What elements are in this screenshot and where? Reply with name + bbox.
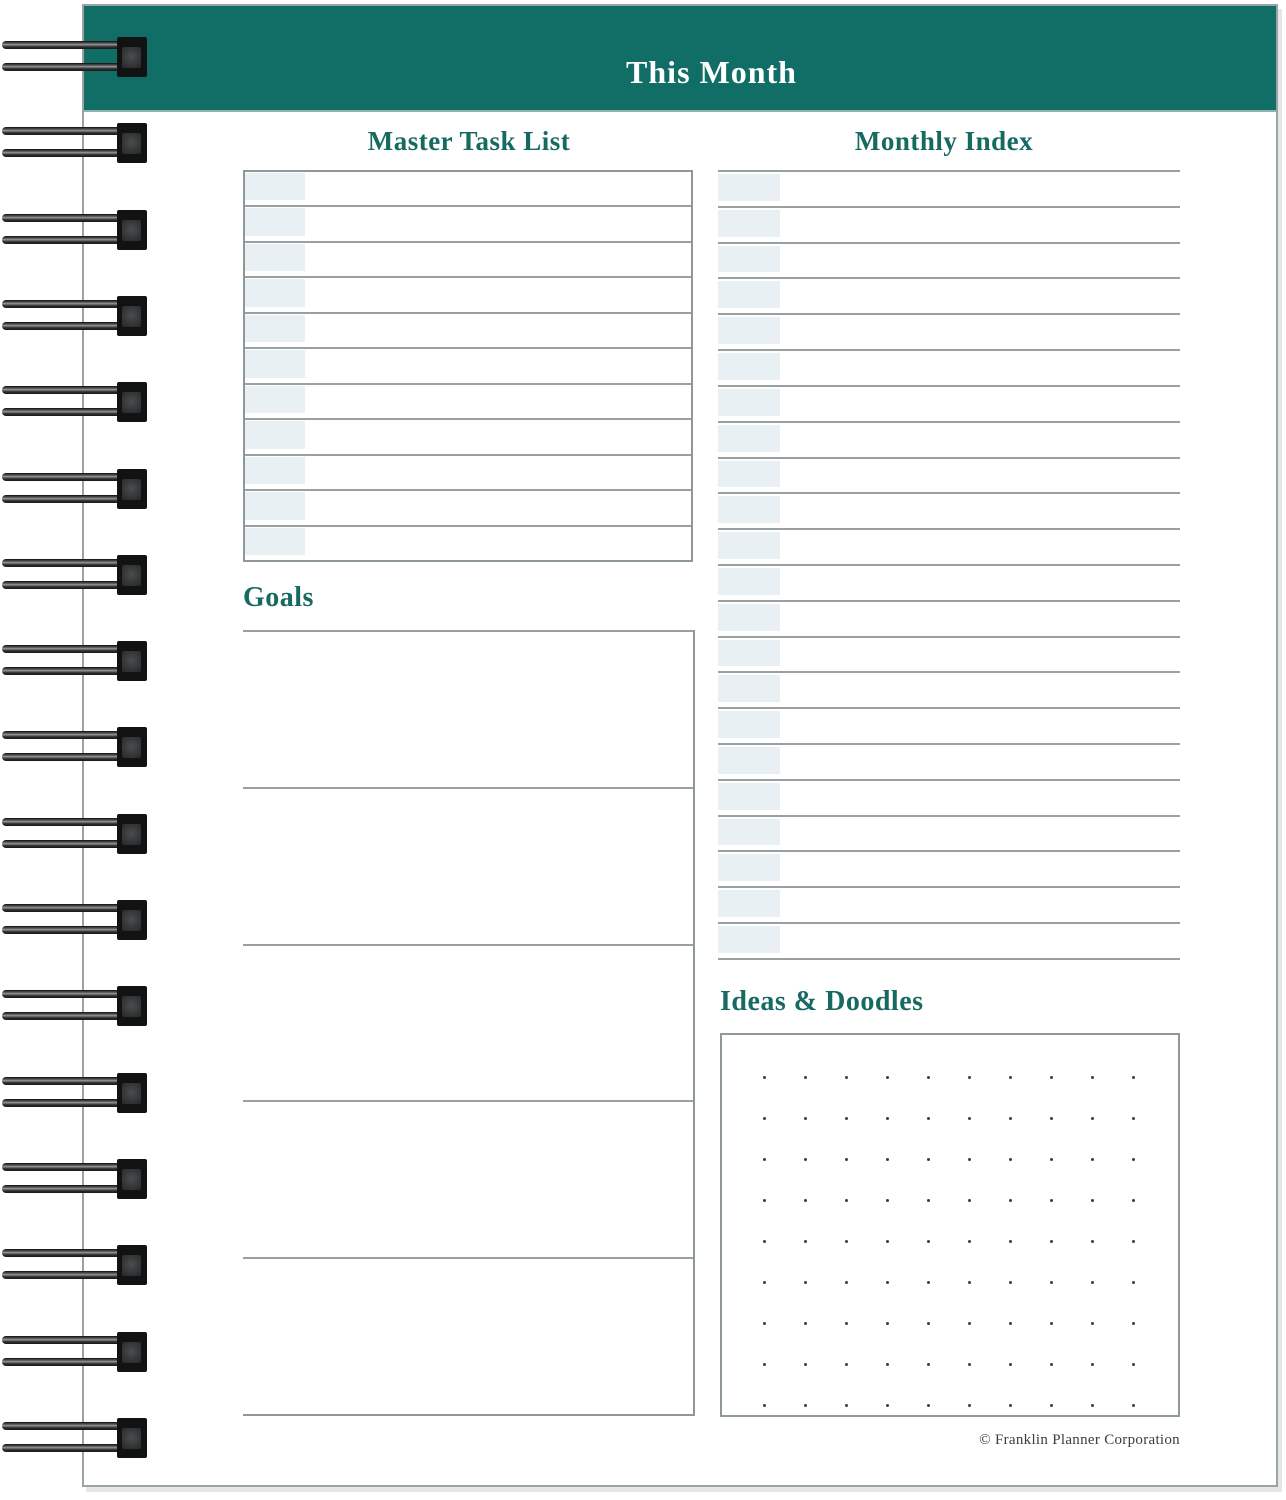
- master-task-row: [245, 491, 691, 526]
- coil-bend: [117, 123, 147, 163]
- grid-dot: [968, 1158, 971, 1161]
- grid-dot: [763, 1363, 766, 1366]
- coil-bend: [117, 986, 147, 1026]
- coil-bend-highlight: [122, 1428, 141, 1449]
- grid-dot: [927, 1076, 930, 1079]
- coil-bend: [117, 727, 147, 767]
- grid-dot: [845, 1363, 848, 1366]
- coil-bend: [117, 1245, 147, 1285]
- monthly-index-row: [718, 313, 1180, 349]
- goals-title: Goals: [243, 582, 314, 613]
- monthly-index-row: [718, 815, 1180, 851]
- grid-dot: [1050, 1158, 1053, 1161]
- grid-dot: [968, 1281, 971, 1284]
- coil-bend-highlight: [122, 1255, 141, 1276]
- coil-bend: [117, 296, 147, 336]
- grid-dot: [804, 1322, 807, 1325]
- monthly-index-row-label-cell: [718, 675, 780, 702]
- grid-dot: [927, 1117, 930, 1120]
- grid-dot: [968, 1363, 971, 1366]
- coil-bend-highlight: [122, 306, 141, 327]
- master-task-row: [245, 207, 691, 242]
- master-task-row: [245, 278, 691, 313]
- grid-dot: [1050, 1322, 1053, 1325]
- grid-dot: [1091, 1363, 1094, 1366]
- grid-dot: [1132, 1076, 1135, 1079]
- master-task-list-table: [243, 170, 693, 562]
- coil-bend-highlight: [122, 737, 141, 758]
- coil-bend: [117, 1332, 147, 1372]
- grid-dot: [763, 1240, 766, 1243]
- grid-dot: [927, 1363, 930, 1366]
- grid-dot: [845, 1076, 848, 1079]
- grid-dot: [1050, 1281, 1053, 1284]
- goals-row: [243, 789, 693, 946]
- monthly-index-row: [718, 922, 1180, 958]
- grid-dot: [1132, 1117, 1135, 1120]
- binding-coil: [0, 37, 148, 77]
- grid-dot: [804, 1281, 807, 1284]
- grid-dot: [1050, 1199, 1053, 1202]
- coil-bend: [117, 1073, 147, 1113]
- binding-coil: [0, 1418, 148, 1458]
- monthly-index-row-label-cell: [718, 317, 780, 344]
- monthly-index-row-label-cell: [718, 604, 780, 631]
- monthly-index-row-label-cell: [718, 246, 780, 273]
- master-task-row-label-cell: [245, 386, 305, 413]
- grid-dot: [968, 1199, 971, 1202]
- monthly-index-row-label-cell: [718, 640, 780, 667]
- monthly-index-row: [718, 421, 1180, 457]
- grid-dot: [1050, 1363, 1053, 1366]
- coil-bend-highlight: [122, 133, 141, 154]
- coil-bend: [117, 210, 147, 250]
- master-task-row-label-cell: [245, 350, 305, 377]
- grid-dot: [845, 1240, 848, 1243]
- monthly-index-row-label-cell: [718, 461, 780, 488]
- grid-dot: [1009, 1117, 1012, 1120]
- binding-coil: [0, 469, 148, 509]
- grid-dot: [1132, 1363, 1135, 1366]
- planner-page: [82, 4, 1278, 1487]
- monthly-index-row: [718, 170, 1180, 206]
- coil-bend-highlight: [122, 392, 141, 413]
- grid-dot: [804, 1240, 807, 1243]
- monthly-index-row-label-cell: [718, 389, 780, 416]
- monthly-index-row: [718, 600, 1180, 636]
- grid-dot: [886, 1281, 889, 1284]
- monthly-index-row: [718, 457, 1180, 493]
- grid-dot: [845, 1158, 848, 1161]
- grid-dot: [886, 1199, 889, 1202]
- grid-dot: [845, 1281, 848, 1284]
- grid-dot: [845, 1199, 848, 1202]
- master-task-row-label-cell: [245, 279, 305, 306]
- monthly-index-row-label-cell: [718, 281, 780, 308]
- ideas-doodles-dot-grid: [720, 1033, 1180, 1417]
- master-task-row-label-cell: [245, 173, 305, 200]
- goals-row: [243, 946, 693, 1103]
- binding-coil: [0, 296, 148, 336]
- grid-dot: [845, 1404, 848, 1407]
- coil-bend-highlight: [122, 47, 141, 68]
- coil-bend-highlight: [122, 479, 141, 500]
- grid-dot: [804, 1117, 807, 1120]
- grid-dot: [1132, 1158, 1135, 1161]
- grid-dot: [1009, 1076, 1012, 1079]
- master-task-row: [245, 385, 691, 420]
- binding-coil: [0, 1159, 148, 1199]
- binding-coil: [0, 382, 148, 422]
- monthly-index-row-label-cell: [718, 353, 780, 380]
- master-task-row-label-cell: [245, 208, 305, 235]
- goals-row: [243, 1259, 693, 1414]
- monthly-index-row-label-cell: [718, 210, 780, 237]
- grid-dot: [763, 1158, 766, 1161]
- monthly-index-row-label-cell: [718, 174, 780, 201]
- ideas-doodles-title: Ideas & Doodles: [720, 986, 924, 1017]
- grid-dot: [845, 1322, 848, 1325]
- grid-dot: [886, 1117, 889, 1120]
- grid-dot: [845, 1117, 848, 1120]
- coil-bend: [117, 382, 147, 422]
- grid-dot: [763, 1322, 766, 1325]
- coil-bend-highlight: [122, 220, 141, 241]
- grid-dot: [927, 1322, 930, 1325]
- coil-bend: [117, 469, 147, 509]
- binding-coil: [0, 814, 148, 854]
- grid-dot: [1050, 1117, 1053, 1120]
- master-task-row-label-cell: [245, 457, 305, 484]
- monthly-index-title: Monthly Index: [854, 126, 1034, 156]
- coil-bend-highlight: [122, 910, 141, 931]
- coil-bend: [117, 1159, 147, 1199]
- monthly-index-row: [718, 779, 1180, 815]
- grid-dot: [1009, 1363, 1012, 1366]
- master-task-row-label-cell: [245, 421, 305, 448]
- monthly-index-row: [718, 492, 1180, 528]
- grid-dot: [1091, 1281, 1094, 1284]
- monthly-index-row-label-cell: [718, 783, 780, 810]
- monthly-index-row-label-cell: [718, 711, 780, 738]
- grid-dot: [763, 1076, 766, 1079]
- grid-dot: [763, 1404, 766, 1407]
- coil-bend-highlight: [122, 1342, 141, 1363]
- grid-dot: [763, 1281, 766, 1284]
- grid-dot: [804, 1363, 807, 1366]
- monthly-index-row-label-cell: [718, 568, 780, 595]
- coil-bend: [117, 641, 147, 681]
- master-task-row: [245, 243, 691, 278]
- monthly-index-row: [718, 564, 1180, 600]
- grid-dot: [886, 1158, 889, 1161]
- grid-dot: [1091, 1117, 1094, 1120]
- grid-dot: [1009, 1199, 1012, 1202]
- grid-dot: [1009, 1240, 1012, 1243]
- grid-dot: [1132, 1199, 1135, 1202]
- coil-bend: [117, 37, 147, 77]
- master-task-row-label-cell: [245, 492, 305, 519]
- grid-dot: [1132, 1240, 1135, 1243]
- coil-bend-highlight: [122, 824, 141, 845]
- grid-dot: [927, 1158, 930, 1161]
- grid-dot: [886, 1363, 889, 1366]
- grid-dot: [927, 1281, 930, 1284]
- grid-dot: [1132, 1322, 1135, 1325]
- master-task-list-title: Master Task List: [367, 126, 571, 156]
- grid-dot: [1091, 1240, 1094, 1243]
- binding-coil: [0, 1073, 148, 1113]
- grid-dot: [886, 1240, 889, 1243]
- copyright-text: © Franklin Planner Corporation: [979, 1432, 1180, 1448]
- monthly-index-row-label-cell: [718, 532, 780, 559]
- monthly-index-row-label-cell: [718, 496, 780, 523]
- coil-bend-highlight: [122, 1083, 141, 1104]
- monthly-index-row: [718, 528, 1180, 564]
- grid-dot: [1132, 1281, 1135, 1284]
- master-task-row: [245, 527, 691, 560]
- grid-dot: [927, 1404, 930, 1407]
- binding-coil: [0, 210, 148, 250]
- monthly-index-row: [718, 277, 1180, 313]
- coil-bend: [117, 900, 147, 940]
- grid-dot: [1132, 1404, 1135, 1407]
- binding-coil: [0, 123, 148, 163]
- grid-dot: [1050, 1076, 1053, 1079]
- monthly-index-row-label-cell: [718, 819, 780, 846]
- grid-dot: [927, 1240, 930, 1243]
- monthly-index-row-label-cell: [718, 854, 780, 881]
- grid-dot: [1091, 1322, 1094, 1325]
- grid-dot: [1009, 1322, 1012, 1325]
- coil-bend-highlight: [122, 565, 141, 586]
- monthly-index-row-label-cell: [718, 425, 780, 452]
- coil-bend-highlight: [122, 996, 141, 1017]
- grid-dot: [804, 1076, 807, 1079]
- goals-row: [243, 1102, 693, 1259]
- monthly-index-row: [718, 743, 1180, 779]
- grid-dot: [1009, 1158, 1012, 1161]
- binding-coil: [0, 986, 148, 1026]
- monthly-index-row: [718, 671, 1180, 707]
- monthly-index-lines: [718, 170, 1180, 960]
- grid-dot: [1050, 1404, 1053, 1407]
- grid-dot: [968, 1117, 971, 1120]
- binding-coil: [0, 1332, 148, 1372]
- monthly-index-row-label-cell: [718, 747, 780, 774]
- spiral-binding: [0, 0, 160, 1500]
- monthly-index-row: [718, 242, 1180, 278]
- master-task-row-label-cell: [245, 528, 305, 555]
- grid-dot: [804, 1158, 807, 1161]
- grid-dot: [1091, 1158, 1094, 1161]
- coil-bend: [117, 1418, 147, 1458]
- coil-bend-highlight: [122, 651, 141, 672]
- grid-dot: [886, 1076, 889, 1079]
- monthly-index-row-label-cell: [718, 890, 780, 917]
- grid-dot: [968, 1240, 971, 1243]
- master-task-row: [245, 420, 691, 455]
- grid-dot: [1050, 1240, 1053, 1243]
- grid-dot: [968, 1076, 971, 1079]
- page-header: [84, 6, 1276, 112]
- master-task-row-label-cell: [245, 244, 305, 271]
- grid-dot: [1091, 1076, 1094, 1079]
- grid-dot: [886, 1322, 889, 1325]
- master-task-row: [245, 456, 691, 491]
- binding-coil: [0, 900, 148, 940]
- page-title: This Month: [626, 54, 797, 90]
- grid-dot: [804, 1404, 807, 1407]
- master-task-row: [245, 349, 691, 384]
- monthly-index-row: [718, 349, 1180, 385]
- goals-row: [243, 632, 693, 789]
- master-task-row: [245, 314, 691, 349]
- grid-dot: [968, 1404, 971, 1407]
- grid-dot: [763, 1199, 766, 1202]
- grid-dot: [886, 1404, 889, 1407]
- monthly-index-row: [718, 707, 1180, 743]
- coil-bend: [117, 555, 147, 595]
- goals-box: [243, 630, 695, 1416]
- master-task-row-label-cell: [245, 315, 305, 342]
- grid-dot: [763, 1117, 766, 1120]
- binding-coil: [0, 555, 148, 595]
- grid-dot: [927, 1199, 930, 1202]
- coil-bend: [117, 814, 147, 854]
- monthly-index-row: [718, 636, 1180, 672]
- grid-dot: [1009, 1281, 1012, 1284]
- binding-coil: [0, 641, 148, 681]
- coil-bend-highlight: [122, 1169, 141, 1190]
- binding-coil: [0, 1245, 148, 1285]
- grid-dot: [1091, 1199, 1094, 1202]
- master-task-row: [245, 172, 691, 207]
- grid-dot: [1009, 1404, 1012, 1407]
- monthly-index-row: [718, 886, 1180, 922]
- grid-dot: [804, 1199, 807, 1202]
- monthly-index-row: [718, 850, 1180, 886]
- monthly-index-row: [718, 206, 1180, 242]
- monthly-index-row: [718, 385, 1180, 421]
- monthly-index-row-label-cell: [718, 926, 780, 953]
- grid-dot: [968, 1322, 971, 1325]
- binding-coil: [0, 727, 148, 767]
- grid-dot: [1091, 1404, 1094, 1407]
